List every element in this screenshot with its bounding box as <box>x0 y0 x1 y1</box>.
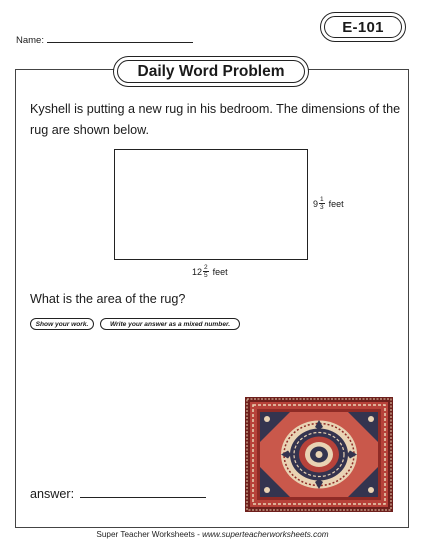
rug-diagram-rectangle <box>114 149 308 260</box>
width-whole: 9 <box>313 198 319 209</box>
name-row <box>16 34 193 46</box>
length-dimension-label <box>192 264 228 279</box>
length-fraction <box>203 264 209 279</box>
answer-row <box>30 487 206 501</box>
length-denominator: 5 <box>204 272 208 279</box>
rug-picture <box>245 397 393 512</box>
footer-brand: Super Teacher Worksheets - <box>96 530 203 539</box>
footer-url[interactable]: www.superteacherworksheets.com <box>202 530 329 539</box>
problem-text: Kyshell is putting a new rug in his bedroom. The dimensions of the rug are shown below. <box>30 102 401 137</box>
length-unit: feet <box>212 266 228 277</box>
width-denominator: 3 <box>320 204 324 211</box>
footer <box>0 530 425 539</box>
answer-line[interactable] <box>80 487 206 498</box>
name-line[interactable] <box>47 34 193 43</box>
name-label: Name: <box>16 35 44 46</box>
length-whole: 12 <box>192 266 203 277</box>
question-text: What is the area of the rug? <box>30 292 186 306</box>
length-numerator: 2 <box>204 264 208 271</box>
worksheet-code: E-101 <box>324 16 402 38</box>
width-unit: feet <box>328 198 344 209</box>
page-title: Daily Word Problem <box>117 60 305 83</box>
title-badge <box>113 56 309 87</box>
width-dimension-label <box>313 196 344 211</box>
width-numerator: 1 <box>320 196 324 203</box>
answer-label: answer: <box>30 487 75 501</box>
mixed-number-instruction: Write your answer as a mixed number. <box>100 318 240 330</box>
worksheet-code-badge <box>320 12 406 42</box>
width-fraction <box>319 196 325 211</box>
show-work-instruction: Show your work. <box>30 318 94 330</box>
